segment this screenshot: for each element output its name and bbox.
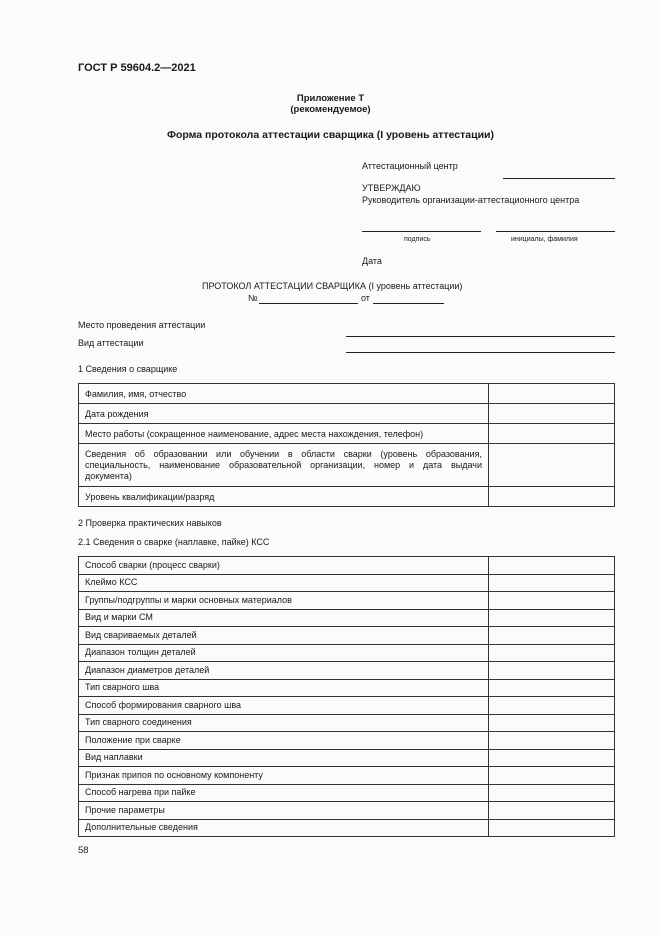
value-cell[interactable] [489, 662, 615, 680]
value-cell[interactable] [489, 679, 615, 697]
table-row [79, 592, 615, 610]
table-row [79, 557, 615, 575]
protocol-number-label: № [248, 293, 258, 303]
table-row [79, 697, 615, 715]
welder-info-table [78, 383, 615, 507]
table-row [79, 732, 615, 750]
row-label: Вид и марки СМ [79, 609, 489, 627]
value-cell[interactable] [489, 424, 615, 444]
table-row [79, 627, 615, 645]
signature-caption: подпись [404, 236, 431, 243]
row-label: Способ нагрева при пайке [79, 784, 489, 802]
section2-subtitle: 2.1 Сведения о сварке (наплавке, пайке) КСС [78, 537, 270, 547]
value-cell[interactable] [489, 384, 615, 404]
signature-line [362, 231, 481, 232]
table-row [79, 384, 615, 404]
row-label: Способ формирования сварного шва [79, 697, 489, 715]
appendix-title: Приложение Т [296, 93, 365, 104]
row-label: Сведения об образовании или обучении в области сварки (уровень образования, специальность, наименование образовательной организации, номер и дата выдачи документа) [79, 444, 489, 487]
table-row [79, 487, 615, 507]
value-cell[interactable] [489, 802, 615, 820]
table-row [79, 819, 615, 837]
place-label: Место проведения аттестации [78, 320, 206, 330]
welding-info-table [78, 556, 615, 837]
value-cell[interactable] [489, 714, 615, 732]
attestation-type-label: Вид аттестации [78, 338, 144, 348]
value-cell[interactable] [489, 784, 615, 802]
section1-title: 1 Сведения о сварщике [78, 364, 178, 374]
row-label: Положение при сварке [79, 732, 489, 750]
table-row [79, 662, 615, 680]
name-line [496, 231, 615, 232]
place-line [346, 336, 615, 337]
row-label: Признак припоя по основному компоненту [79, 767, 489, 785]
protocol-date-line [373, 303, 444, 304]
row-label: Диапазон диаметров деталей [79, 662, 489, 680]
date-label: Дата [362, 256, 382, 266]
page-number: 58 [78, 845, 89, 856]
table-row [79, 802, 615, 820]
value-cell[interactable] [489, 697, 615, 715]
value-cell[interactable] [489, 819, 615, 837]
form-title: Форма протокола аттестации сварщика (I уровень аттестации) [167, 129, 494, 141]
protocol-title: ПРОТОКОЛ АТТЕСТАЦИИ СВАРЩИКА (I уровень аттестации) [202, 281, 463, 291]
center-line [503, 178, 615, 179]
row-label: Тип сварного соединения [79, 714, 489, 732]
row-label: Дополнительные сведения [79, 819, 489, 837]
appendix-heading [0, 93, 661, 115]
table-row [79, 679, 615, 697]
attestation-type-line [346, 352, 615, 353]
section2-title: 2 Проверка практических навыков [78, 518, 222, 528]
value-cell[interactable] [489, 404, 615, 424]
table-row [79, 404, 615, 424]
row-label: Диапазон толщин деталей [79, 644, 489, 662]
value-cell[interactable] [489, 487, 615, 507]
table-row [79, 574, 615, 592]
value-cell[interactable] [489, 644, 615, 662]
value-cell[interactable] [489, 592, 615, 610]
row-label: Место работы (сокращенное наименование, адрес места нахождения, телефон) [79, 424, 489, 444]
row-label: Вид наплавки [79, 749, 489, 767]
gost-header: ГОСТ Р 59604.2—2021 [78, 62, 196, 74]
row-label: Группы/подгруппы и марки основных материалов [79, 592, 489, 610]
value-cell[interactable] [489, 767, 615, 785]
value-cell[interactable] [489, 557, 615, 575]
row-label: Клеймо КСС [79, 574, 489, 592]
appendix-subtitle: (рекомендуемое) [290, 104, 371, 115]
table-row [79, 749, 615, 767]
center-label: Аттестационный центр [362, 161, 458, 171]
row-label: Дата рождения [79, 404, 489, 424]
value-cell[interactable] [489, 574, 615, 592]
approve-label: УТВЕРЖДАЮ [362, 183, 421, 193]
table-row [79, 784, 615, 802]
table-row [79, 424, 615, 444]
table-row [79, 714, 615, 732]
protocol-from-label: от [361, 293, 370, 303]
head-label: Руководитель организации-аттестационного центра [362, 195, 580, 205]
table-row [79, 444, 615, 487]
row-label: Уровень квалификации/разряд [79, 487, 489, 507]
table-row [79, 767, 615, 785]
protocol-number-line [259, 303, 358, 304]
row-label: Вид свариваемых деталей [79, 627, 489, 645]
value-cell[interactable] [489, 732, 615, 750]
value-cell[interactable] [489, 627, 615, 645]
row-label: Фамилия, имя, отчество [79, 384, 489, 404]
name-caption: инициалы, фамилия [511, 236, 578, 243]
table-row [79, 609, 615, 627]
row-label: Способ сварки (процесс сварки) [79, 557, 489, 575]
row-label: Тип сварного шва [79, 679, 489, 697]
table-row [79, 644, 615, 662]
value-cell[interactable] [489, 749, 615, 767]
value-cell[interactable] [489, 609, 615, 627]
value-cell[interactable] [489, 444, 615, 487]
row-label: Прочие параметры [79, 802, 489, 820]
